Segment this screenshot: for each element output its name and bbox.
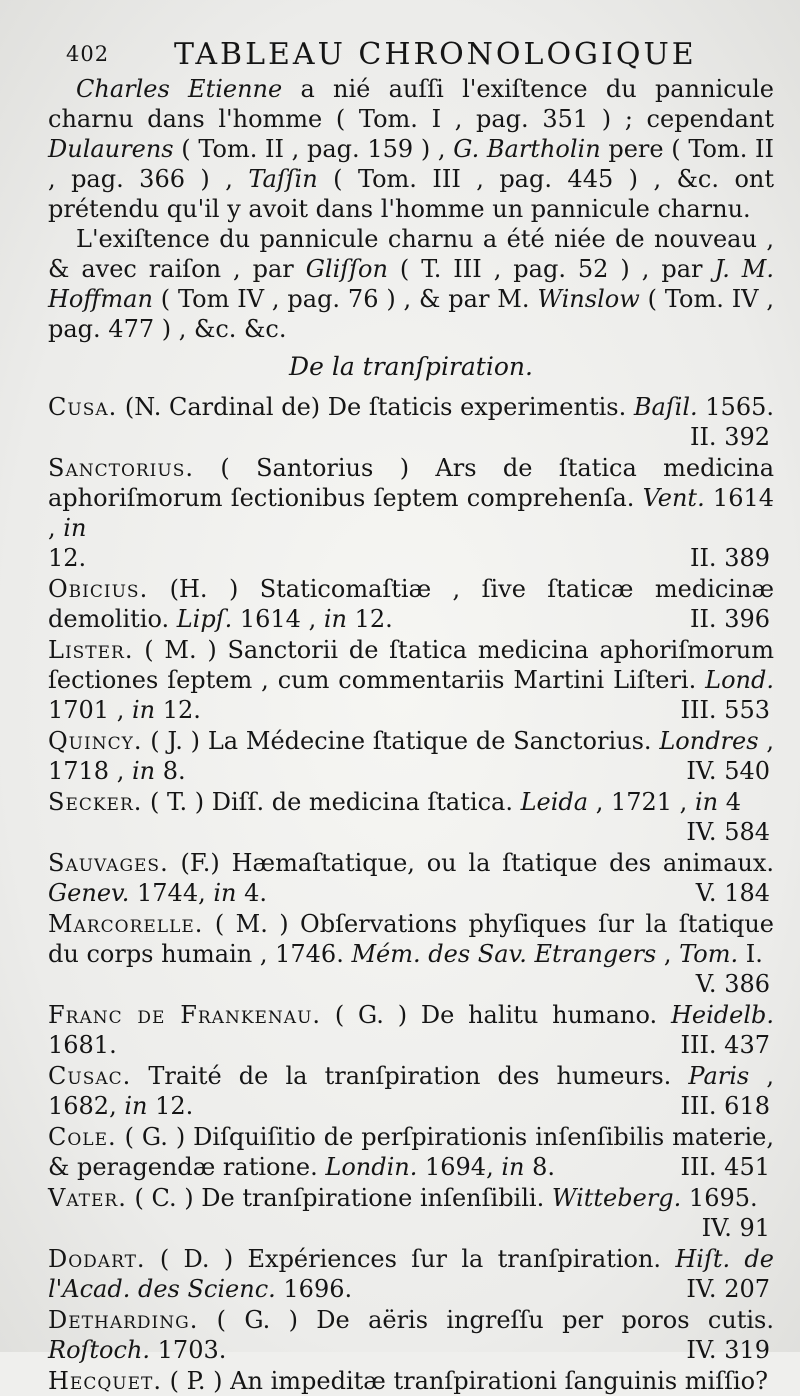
text-segment: 12. <box>48 544 87 572</box>
text-segment: 8. <box>524 1153 555 1181</box>
italic-text: Taſſin <box>248 165 318 193</box>
volume-reference: IV. 540 <box>686 757 770 785</box>
volume-reference: II. 389 <box>689 544 770 572</box>
bibliography-entry <box>48 1244 774 1304</box>
author-name: Lister. <box>48 636 134 664</box>
text-segment: ( Santorius ) Ars de ſtatica medicina aphoriſmorum ſectionibus ſeptem comprehenſa. <box>48 454 774 512</box>
volume-reference: IV. 207 <box>686 1275 770 1303</box>
text-segment: ( J. ) La Médecine ſtatique de Sanctorius. <box>142 727 660 755</box>
entry-text <box>48 1244 774 1304</box>
italic-text: Dulaurens <box>48 135 174 163</box>
author-name: Cusa. <box>48 393 118 421</box>
text-segment: ( Tom IV , pag. 76 ) , & par M. <box>152 285 538 313</box>
text-segment: 8. <box>155 757 186 785</box>
italic-text: Genev. <box>48 879 130 907</box>
paragraph <box>48 224 774 344</box>
text-segment: , 1682, <box>48 1062 774 1120</box>
italic-text: in <box>323 605 347 633</box>
author-name: Cusac. <box>48 1062 132 1090</box>
text-segment: ( G. ) De aëris ingreſſu per poros cutis. <box>198 1306 774 1334</box>
text-segment: 1701 , <box>48 696 132 724</box>
italic-text: Winslow <box>537 285 640 313</box>
italic-text: Baſil. <box>633 393 698 421</box>
entry-text <box>48 543 774 573</box>
volume-reference: IV. 91 <box>701 1214 770 1242</box>
entry-text <box>48 453 774 543</box>
page-number: 402 <box>66 42 110 66</box>
bibliography-entry <box>48 453 774 573</box>
italic-text: Londin. <box>325 1153 418 1181</box>
entry-text <box>48 1183 774 1213</box>
text-segment: , 1718 , <box>48 727 774 785</box>
text-segment: 12. <box>147 1092 194 1120</box>
volume-reference: III. 618 <box>680 1092 770 1120</box>
author-name: Secker. <box>48 788 143 816</box>
italic-text: Gliſſon <box>305 255 388 283</box>
text-segment: ( M. ) Sanctorii de ſtatica medicina aphoriſmorum ſectiones ſeptem , cum commentariis Martini Liſteri. <box>48 636 774 694</box>
entry-text <box>48 1061 774 1121</box>
text-segment: ( T. III , pag. 52 ) , par <box>387 255 715 283</box>
text-segment: ( G. ) De halitu humano. <box>321 1001 671 1029</box>
entry-text <box>48 392 774 422</box>
italic-text: in <box>213 879 237 907</box>
italic-text: Leida <box>520 788 589 816</box>
entry-text <box>48 726 774 786</box>
entry-text <box>48 574 774 634</box>
entry-text <box>48 787 774 817</box>
entry-text <box>48 909 774 969</box>
text-segment: 4 <box>718 788 741 816</box>
bibliography-entry <box>48 787 774 847</box>
text-segment: ( Tom. III , pag. 445 ) , &c. ont prétendu qu'il y avoit dans l'homme un pannicule charnu. <box>48 165 774 223</box>
italic-text: in <box>501 1153 525 1181</box>
italic-text: Tom. <box>679 940 739 968</box>
italic-text: Lipſ. <box>176 605 233 633</box>
volume-reference: IV. 319 <box>686 1336 770 1364</box>
author-name: Sanctorius. <box>48 454 194 482</box>
text-segment: , 1721 , <box>588 788 695 816</box>
italic-text: in <box>131 696 156 724</box>
italic-text: Paris <box>688 1062 750 1090</box>
italic-text: Londres <box>659 727 759 755</box>
text-segment: 1695. <box>681 1184 758 1212</box>
bibliography-entry <box>48 392 774 452</box>
intro-paragraphs <box>48 74 774 344</box>
volume-reference: III. 437 <box>680 1031 770 1059</box>
text-segment: ( T. ) Diſſ. de medicina ſtatica. <box>142 788 521 816</box>
italic-text: Charles Etienne <box>76 75 283 103</box>
italic-text: in <box>124 1092 148 1120</box>
text-segment: 12. <box>346 605 393 633</box>
text-segment: 1696. <box>275 1275 353 1303</box>
volume-reference: IV. 584 <box>686 818 770 846</box>
text-segment: ( D. ) Expériences ſur la tranſpiration. <box>145 1245 676 1273</box>
italic-text: Roſtoch. <box>48 1336 151 1364</box>
entry-text <box>48 1122 774 1182</box>
text-segment: ( G. ) Diſquiſitio de perſpirationis inſenſibilis materie, & peragendæ ratione. <box>48 1123 774 1181</box>
text-segment: 1614 , <box>232 605 324 633</box>
bibliography-list <box>48 392 774 1396</box>
bibliography-entry <box>48 1000 774 1060</box>
bibliography-entry <box>48 909 774 999</box>
paragraph <box>48 74 774 224</box>
bibliography-entry <box>48 574 774 634</box>
text-segment: 1681. <box>48 1031 117 1059</box>
text-segment: (H. ) Staticomaſtiæ , ſive ſtaticæ medicinæ demolitio. <box>48 575 774 633</box>
italic-text: Vent. <box>642 484 705 512</box>
italic-text: Heidelb. <box>670 1001 774 1029</box>
text-segment: 12. <box>155 696 201 724</box>
text-segment: L'exiſtence du pannicule charnu a été niée de nouveau , & avec raiſon , par <box>48 225 774 283</box>
text-segment: 1694, <box>417 1153 502 1181</box>
author-name: Quincy. <box>48 727 143 755</box>
bibliography-entry <box>48 635 774 725</box>
author-name: Cole. <box>48 1123 117 1151</box>
volume-reference: III. 451 <box>680 1153 770 1181</box>
text-segment: (F.) Hæmaſtatique, ou la ſtatique des animaux. <box>168 849 774 877</box>
text-segment: 1744, <box>129 879 214 907</box>
bibliography-entry <box>48 848 774 908</box>
text-segment: , <box>656 940 680 968</box>
italic-text: J. M. Hoffman <box>48 255 775 313</box>
text-segment: 1565. <box>697 393 774 421</box>
entry-text <box>48 1000 774 1060</box>
text-segment: 1703. <box>150 1336 227 1364</box>
text-segment: I. <box>738 940 763 968</box>
text-segment: ( Tom. IV , pag. 477 ) , &c. &c. <box>48 285 774 343</box>
italic-text: G. Bartholin <box>453 135 601 163</box>
italic-text: Witteberg. <box>551 1184 682 1212</box>
text-segment: Traité de la tranſpiration des humeurs. <box>131 1062 689 1090</box>
volume-reference: III. 553 <box>680 696 770 724</box>
entry-text <box>48 1366 774 1396</box>
text-segment: ( M. ) Obſervations phyſiques ſur la ſtatique du corps humain , 1746. <box>48 910 774 968</box>
author-name: Sauvages. <box>48 849 169 877</box>
italic-text: in <box>63 514 87 542</box>
text-segment: ( P. ) An impeditæ tranſpirationi ſanguinis miſſio? <box>162 1367 768 1395</box>
bibliography-entry <box>48 1061 774 1121</box>
volume-reference: II. 396 <box>689 605 770 633</box>
volume-reference: V. 386 <box>695 970 770 998</box>
text-segment: pere ( Tom. II , pag. 366 ) , <box>48 135 774 193</box>
bibliography-entry <box>48 1366 774 1396</box>
bibliography-entry <box>48 726 774 786</box>
author-name: Marcorelle. <box>48 910 204 938</box>
section-title: De la tranſpiration. <box>289 352 533 381</box>
author-name: Franc de Frankenau. <box>48 1001 322 1029</box>
running-head <box>48 32 774 74</box>
author-name: Dodart. <box>48 1245 146 1273</box>
bibliography-entry <box>48 1305 774 1365</box>
italic-text: in <box>694 788 719 816</box>
author-name: Obicius. <box>48 575 149 603</box>
volume-reference: II. 392 <box>689 423 770 451</box>
text-segment: 1614 , <box>48 484 775 542</box>
bibliography-entry <box>48 1122 774 1182</box>
entry-text <box>48 1305 774 1365</box>
italic-text: in <box>131 757 156 785</box>
text-segment: ( C. ) De tranſpiratione inſenſibili. <box>126 1184 552 1212</box>
author-name: Hecquet. <box>48 1367 162 1395</box>
author-name: Detharding. <box>48 1306 199 1334</box>
italic-text: Lond. <box>705 666 774 694</box>
entry-text <box>48 635 774 725</box>
text-segment: a nié auſſi l'exiſtence du pannicule charnu dans l'homme ( Tom. I , pag. 351 ) ; cependant <box>48 75 774 133</box>
text-segment: (N. Cardinal de) De ſtaticis experimentis. <box>117 393 634 421</box>
italic-text: Mém. des Sav. Etrangers <box>351 940 657 968</box>
author-name: Vater. <box>48 1184 127 1212</box>
bibliography-entry <box>48 1183 774 1243</box>
entry-text <box>48 848 774 908</box>
page-title: TABLEAU CHRONOLOGIQUE <box>174 37 697 72</box>
italic-text: Hiſt. de l'Acad. des Scienc. <box>48 1245 774 1303</box>
text-segment: ( Tom. II , pag. 159 ) , <box>173 135 454 163</box>
volume-reference: V. 184 <box>695 879 770 907</box>
text-segment: 4. <box>236 879 268 907</box>
